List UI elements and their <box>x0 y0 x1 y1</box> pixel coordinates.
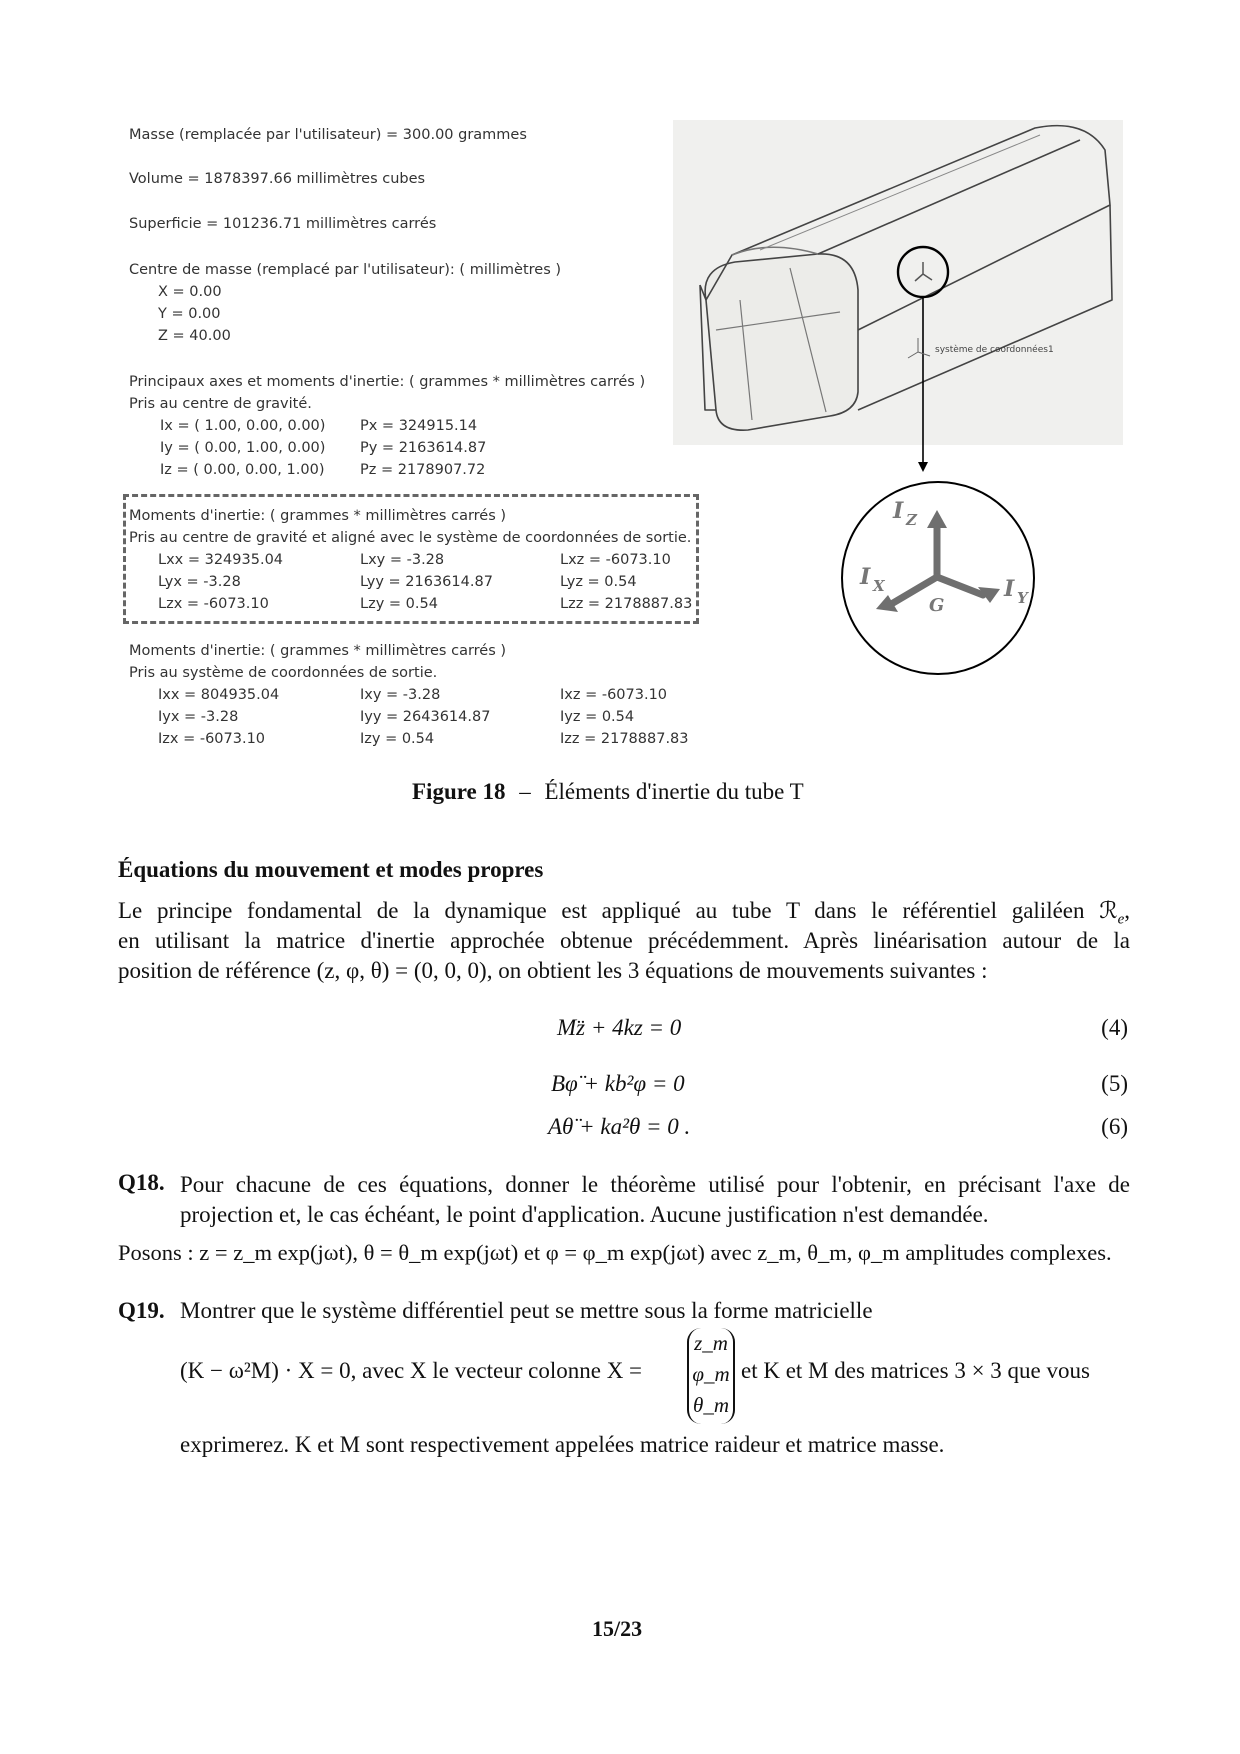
q19-line-1: Montrer que le système différentiel peut se mettre sous la forme matricielle <box>180 1298 873 1323</box>
cad-box-cell: Lyz = 0.54 <box>560 574 637 590</box>
cad-box-cell: Lyx = -3.28 <box>158 574 241 590</box>
coord-axes-icon <box>908 338 930 358</box>
axis-ix-label: I <box>860 564 871 590</box>
intro-line-2: en utilisant la matrice d'inertie approchée obtenue précédemment. Après linéarisation autour de la <box>118 928 1130 953</box>
cad-box-cell: Lyy = 2163614.87 <box>360 574 493 590</box>
cad-box-cell: Lxz = -6073.10 <box>560 552 671 568</box>
q19-line-2a: (K − ω²M) · X = 0, avec X le vecteur colonne X = <box>180 1358 643 1383</box>
cad-iy: Iy = ( 0.00, 1.00, 0.00) <box>160 440 326 456</box>
intro-sub: e <box>1117 911 1125 928</box>
figure-caption <box>412 779 804 805</box>
equation-6: Aθ̈ + ka²θ = 0 . <box>548 1114 691 1139</box>
cad-box-cell: Lzz = 2178887.83 <box>560 596 693 612</box>
q18-line-2: projection et, le cas échéant, le point d'application. Aucune justification n'est demandée. <box>180 1202 989 1227</box>
intro-line-1: Le principe fondamental de la dynamique est appliqué au tube T dans le référentiel galiléen ℛ$_e$, <box>118 898 1130 928</box>
cad-out-cell: Iyy = 2643614.87 <box>360 709 491 725</box>
intro-paragraph <box>118 896 1130 986</box>
q18-text <box>180 1170 1130 1230</box>
cad-box-cell: Lzx = -6073.10 <box>158 596 269 612</box>
cad-box-cell: Lxx = 324935.04 <box>158 552 284 568</box>
q18-label: Q18. <box>118 1170 165 1195</box>
cad-box-header: Moments d'inertie: ( grammes * millimètres carrés ) <box>129 508 507 524</box>
cad-principal-header: Principaux axes et moments d'inertie: ( grammes * millimètres carrés ) <box>129 374 646 390</box>
column-vector <box>687 1328 735 1424</box>
axis-g-label: G <box>929 595 945 616</box>
cad-out-cell: Iyz = 0.54 <box>560 709 635 725</box>
cad-box-cell: Lzy = 0.54 <box>360 596 438 612</box>
cad-surface: Superficie = 101236.71 millimètres carrés <box>129 216 437 232</box>
cad-com-x: X = 0.00 <box>158 284 222 300</box>
cad-mass: Masse (remplacée par l'utilisateur) = 300.00 grammes <box>129 127 527 143</box>
axis-ix-sub: X <box>873 577 885 595</box>
q19-label: Q19. <box>118 1298 165 1323</box>
figure-text: Éléments d'inertie du tube T <box>544 779 804 804</box>
equation-6-number: (6) <box>1101 1114 1128 1139</box>
axis-iz-sub: Z <box>906 511 917 529</box>
intro-line-3: position de référence (z, φ, θ) = (0, 0, 0), on obtient les 3 équations de mouvements suivantes : <box>118 958 988 983</box>
cad-out-sub: Pris au système de coordonnées de sortie. <box>129 665 438 681</box>
cad-com-y: Y = 0.00 <box>158 306 221 322</box>
cad-py: Py = 2163614.87 <box>360 440 487 456</box>
cad-principal-sub: Pris au centre de gravité. <box>129 396 312 412</box>
section-title: Équations du mouvement et modes propres <box>118 857 544 882</box>
cad-pz: Pz = 2178907.72 <box>360 462 486 478</box>
cad-box-sub: Pris au centre de gravité et aligné avec le système de coordonnées de sortie. <box>129 530 692 546</box>
vector-entry: θ_m <box>693 1393 729 1417</box>
cad-out-cell: Ixz = -6073.10 <box>560 687 668 703</box>
cad-box-cell: Lxy = -3.28 <box>360 552 445 568</box>
figure-label: Figure 18 <box>412 779 506 804</box>
cad-out-cell: Izy = 0.54 <box>360 731 435 747</box>
cad-iz: Iz = ( 0.00, 0.00, 1.00) <box>160 462 325 478</box>
cad-com-header: Centre de masse (remplacé par l'utilisateur): ( millimètres ) <box>129 262 562 278</box>
equation-5: Bφ̈ + kb²φ = 0 <box>551 1071 685 1096</box>
cad-out-header: Moments d'inertie: ( grammes * millimètres carrés ) <box>129 643 507 659</box>
figure-sep: – <box>519 779 531 804</box>
equation-5-number: (5) <box>1101 1071 1128 1096</box>
equation-4: Mz̈ + 4kz = 0 <box>557 1015 682 1040</box>
q19-line-3: exprimerez. K et M sont respectivement appelées matrice raideur et matrice masse. <box>180 1432 945 1457</box>
equation-4-number: (4) <box>1101 1015 1128 1040</box>
posons-line: Posons : z = z_m exp(jωt), θ = θ_m exp(jωt) et φ = φ_m exp(jωt) avec z_m, θ_m, φ_m amplitudes complexes. <box>118 1240 1112 1265</box>
q18-line-1: Pour chacune de ces équations, donner le théorème utilisé pour l'obtenir, en précisant l'axe de <box>180 1172 1130 1197</box>
page-number: 15/23 <box>592 1616 643 1641</box>
intro-line-1-text: Le principe fondamental de la dynamique est appliqué au tube T dans le référentiel galiléen ℛ <box>118 898 1118 923</box>
coord-label: système de coordonnées1 <box>935 345 1054 355</box>
cad-com-z: Z = 40.00 <box>158 328 231 344</box>
vector-entry: z_m <box>694 1331 728 1355</box>
axis-iy-sub: Y <box>1017 589 1028 607</box>
cad-out-cell: Ixy = -3.28 <box>360 687 441 703</box>
cad-out-cell: Iyx = -3.28 <box>158 709 239 725</box>
axis-iz-label: I <box>893 498 904 524</box>
cad-out-cell: Ixx = 804935.04 <box>158 687 280 703</box>
cad-ix: Ix = ( 1.00, 0.00, 0.00) <box>160 418 326 434</box>
cad-px: Px = 324915.14 <box>360 418 478 434</box>
axis-iy-label: I <box>1004 576 1015 602</box>
q19-line-2b: et K et M des matrices 3 × 3 que vous <box>741 1358 1090 1383</box>
vector-entry: φ_m <box>692 1362 730 1386</box>
cad-volume: Volume = 1878397.66 millimètres cubes <box>129 171 426 187</box>
cad-out-cell: Izz = 2178887.83 <box>560 731 689 747</box>
cad-out-cell: Izx = -6073.10 <box>158 731 266 747</box>
